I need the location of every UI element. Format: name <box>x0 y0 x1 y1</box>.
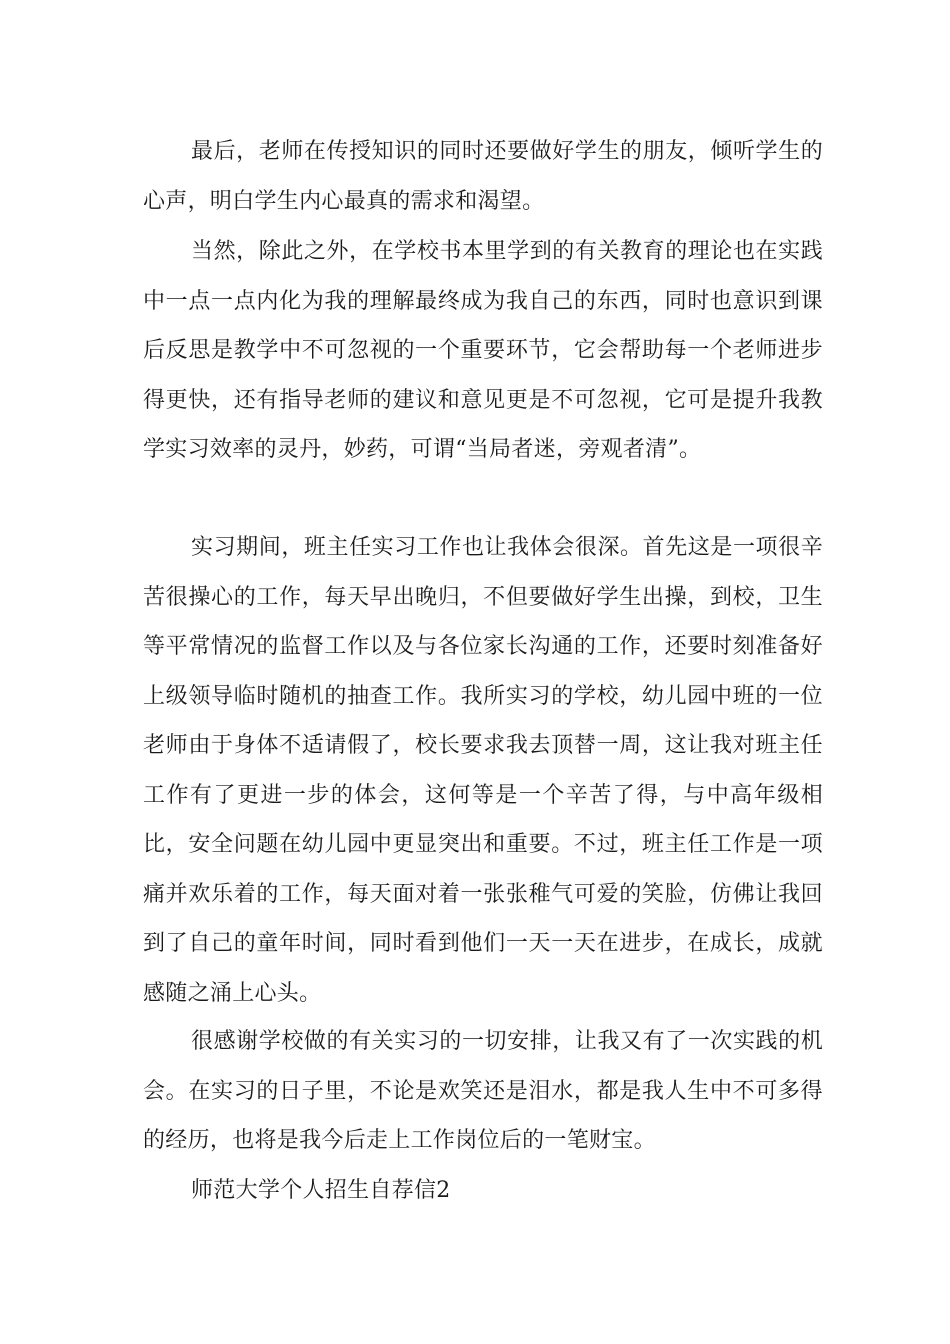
paragraph-theory-and-reflection: 当然，除此之外，在学校书本里学到的有关教育的理论也在实践中一点一点内化为我的理解最终成为我自己的东西，同时也意识到课后反思是教学中不可忽视的一个重要环节，它会帮助每一个老师进步得更快，还有指导老师的建议和意见更是不可忽视，它可是提升我教学实习效率的灵丹，妙药，可谓“当局者迷，旁观者清”。 <box>143 239 823 462</box>
paragraph-teacher-as-friend: 最后，老师在传授知识的同时还要做好学生的朋友，倾听学生的心声，明白学生内心最真的需求和渴望。 <box>143 139 823 214</box>
paragraph-gratitude: 很感谢学校做的有关实习的一切安排，让我又有了一次实践的机会。在实习的日子里，不论是欢笑还是泪水，都是我人生中不可多得的经历，也将是我今后走上工作岗位后的一笔财宝。 <box>143 1029 823 1153</box>
paragraph-class-teacher-internship: 实习期间，班主任实习工作也让我体会很深。首先这是一项很辛苦很操心的工作，每天早出晚归，不但要做好学生出操，到校，卫生等平常情况的监督工作以及与各位家长沟通的工作，还要时刻准备好上级领导临时随机的抽查工作。我所实习的学校，幼儿园中班的一位老师由于身体不适请假了，校长要求我去顶替一周，这让我对班主任工作有了更进一步的体会，这何等是一个辛苦了得，与中高年级相比，安全问题在幼儿园中更显突出和重要。不过，班主任工作是一项痛并欢乐着的工作，每天面对着一张张稚气可爱的笑脸，仿佛让我回到了自己的童年时间，同时看到他们一天一天在进步，在成长，成就感随之涌上心头。 <box>143 535 823 1006</box>
section-heading: 师范大学个人招生自荐信2 <box>191 1178 451 1203</box>
